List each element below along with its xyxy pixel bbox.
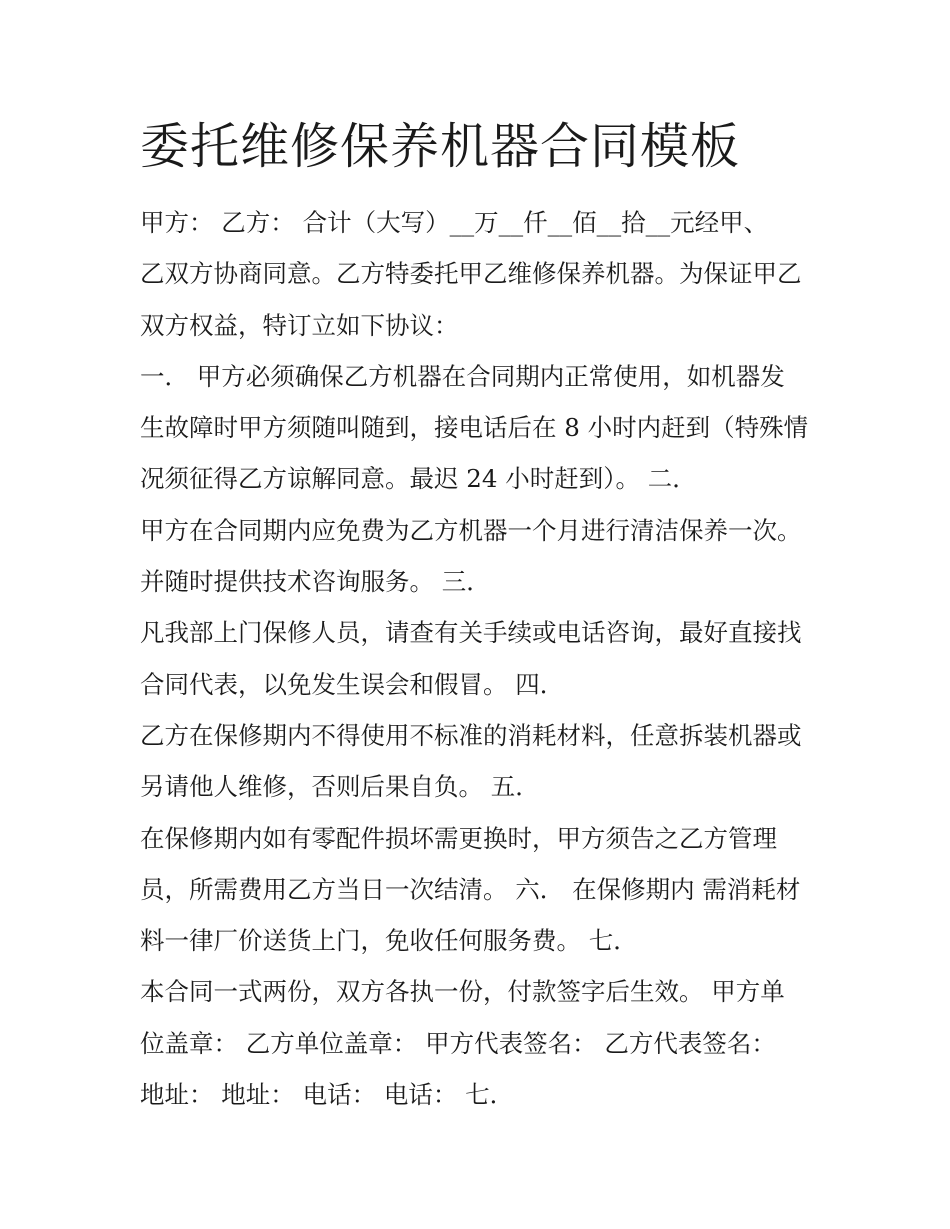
body-line: 在保修期内如有零配件损坏需更换时，甲方须告之乙方管理 (140, 823, 777, 853)
body-line: 料一律厂价送货上门，免收任何服务费。 七． (140, 926, 638, 956)
body-line: 地址： 地址： 电话： 电话： 七． (140, 1080, 515, 1110)
document-body (140, 197, 840, 1120)
body-line: 合同代表，以免发生误会和假冒。 四． (140, 669, 565, 699)
body-line: 生故障时甲方须随叫随到，接电话后在 8 小时内赶到（特殊情 (140, 413, 809, 443)
body-line: 凡我部上门保修人员，请查有关手续或电话咨询，最好直接找 (140, 618, 802, 648)
body-line: 乙方在保修期内不得使用不标准的消耗材料，任意拆装机器或 (140, 720, 802, 750)
body-line: 甲方： 乙方： 合计（大写）__万__仟__佰__拾__元经甲、 (140, 208, 769, 237)
body-line: 甲方在合同期内应免费为乙方机器一个月进行清洁保养一次。 (140, 515, 802, 545)
body-line: 并随时提供技术咨询服务。 三． (140, 567, 491, 597)
body-line: 双方权益，特订立如下协议： (140, 310, 459, 340)
body-line: 另请他人维修，否则后果自负。 五． (140, 772, 540, 802)
body-line: 一． 甲方必须确保乙方机器在合同期内正常使用，如机器发 (140, 361, 785, 391)
body-line: 位盖章： 乙方单位盖章： 甲方代表签名： 乙方代表签名： (140, 1028, 776, 1058)
body-line: 本合同一式两份，双方各执一份，付款签字后生效。 甲方单 (140, 977, 785, 1007)
body-line: 况须征得乙方谅解同意。最迟 24 小时赶到）。 二． (140, 464, 697, 494)
body-line: 乙双方协商同意。乙方特委托甲乙维修保养机器。为保证甲乙 (140, 259, 802, 289)
body-line: 员，所需费用乙方当日一次结清。 六． 在保修期内 需消耗材 (140, 874, 801, 904)
document-title: 委托维修保养机器合同模板 (140, 118, 741, 175)
